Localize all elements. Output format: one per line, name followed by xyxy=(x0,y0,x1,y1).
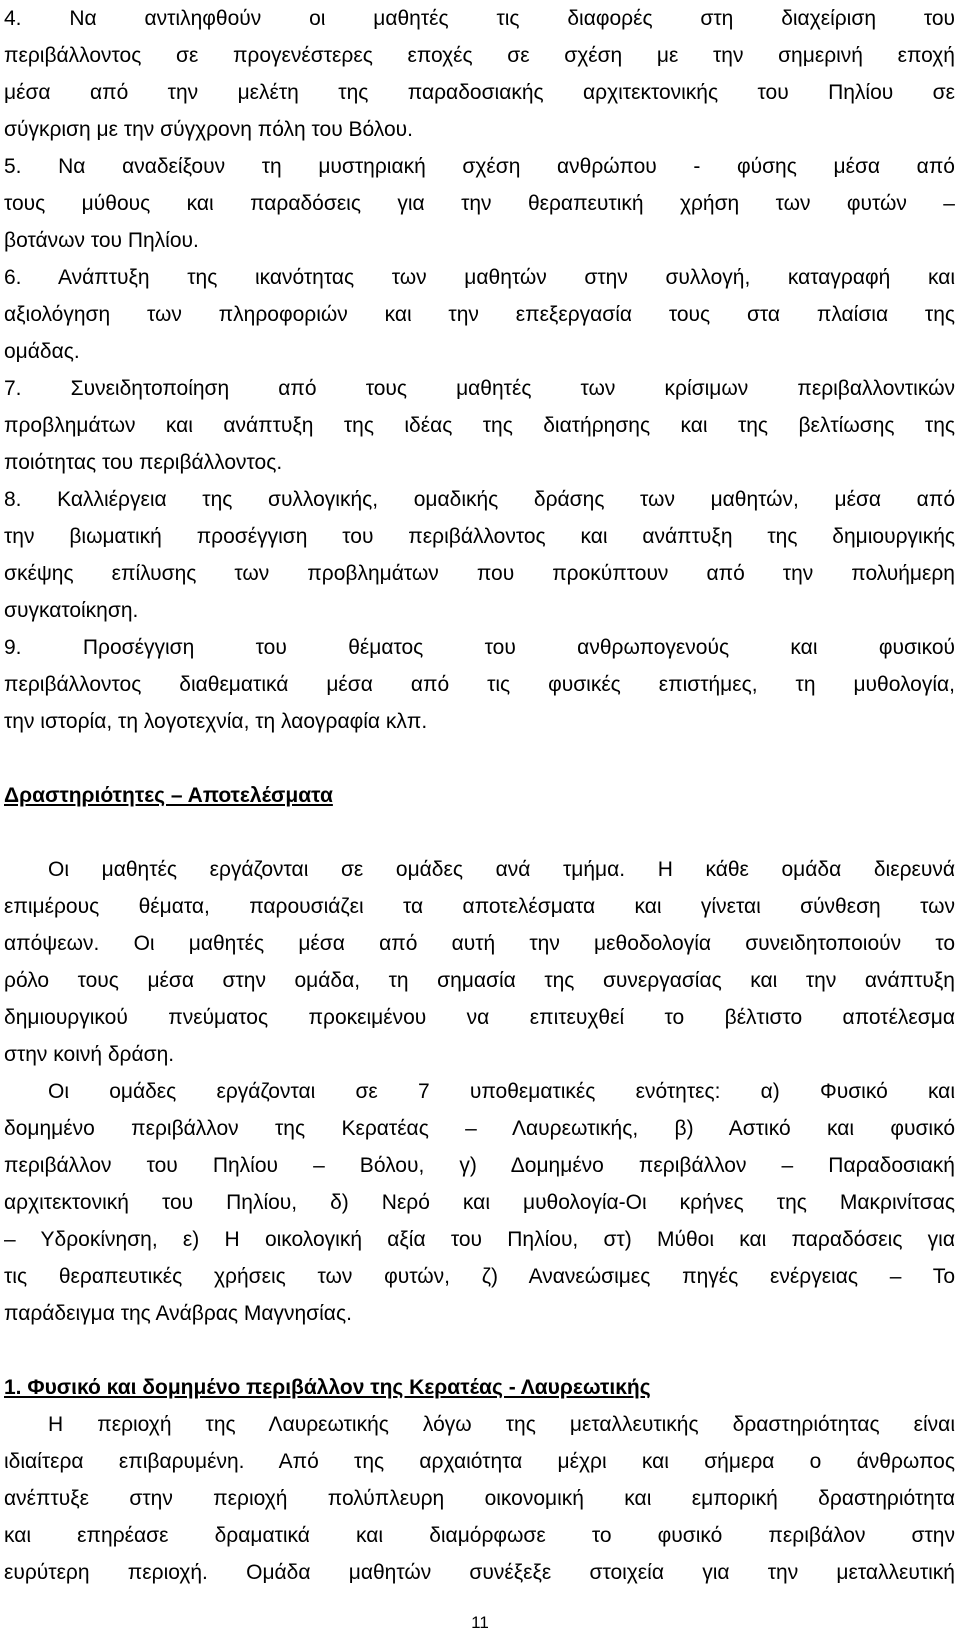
objective-item-6 xyxy=(4,259,955,370)
text-line: αρχιτεκτονική του Πηλίου, δ) Νερό και μυθολογία-Οι κρήνες της Μακρινίτσας xyxy=(4,1191,955,1214)
text-line: προβλημάτων και ανάπτυξη της ιδέας της διατήρησης και της βελτίωσης της xyxy=(4,414,955,437)
spacer xyxy=(4,814,955,851)
text-line: ευρύτερη περιοχή. Ομάδα μαθητών συνέξεξε στοιχεία για την μεταλλευτική xyxy=(4,1561,955,1584)
text-line: και επηρέασε δραματικά και διαμόρφωσε το φυσικό περιβάλον στην xyxy=(4,1524,955,1547)
text-line: 9. Προσέγγιση του θέματος του ανθρωπογενούς και φυσικού xyxy=(4,636,955,659)
text-line: μέσα από την μελέτη της παραδοσιακής αρχιτεκτονικής του Πηλίου σε xyxy=(4,81,955,104)
text-line: παράδειγμα της Ανάβρας Μαγνησίας. xyxy=(4,1302,352,1325)
text-line: απόψεων. Οι μαθητές μέσα από αυτή την μεθοδολογία συνειδητοποιούν το xyxy=(4,932,955,955)
text-line: βοτάνων του Πηλίου. xyxy=(4,229,199,252)
text-line: συγκατοίκηση. xyxy=(4,599,139,622)
text-line: δομημένο περιβάλλον της Κερατέας – Λαυρεωτικής, β) Αστικό και φυσικό xyxy=(4,1117,955,1140)
objective-item-5 xyxy=(4,148,955,259)
spacer xyxy=(4,1332,955,1369)
text-line: 5. Να αναδείξουν τη μυστηριακή σχέση ανθρώπου - φύσης μέσα από xyxy=(4,155,955,178)
text-line: ποιότητας του περιβάλλοντος. xyxy=(4,451,283,474)
section-1-paragraph xyxy=(4,1406,955,1591)
text-line: 4. Να αντιληφθούν οι μαθητές τις διαφορές στη διαχείριση του xyxy=(4,7,955,30)
text-line: Οι μαθητές εργάζονται σε ομάδες ανά τμήμα. Η κάθε ομάδα διερευνά xyxy=(48,858,955,881)
text-line: τις θεραπευτικές χρήσεις των φυτών, ζ) Ανανεώσιμες πηγές ενέργειας – Το xyxy=(4,1265,955,1288)
objective-item-8 xyxy=(4,481,955,629)
text-line: επιμέρους θέματα, παρουσιάζει τα αποτελέσματα και γίνεται σύνθεση των xyxy=(4,895,955,918)
text-line: ιδιαίτερα επιβαρυμένη. Από της αρχαιότητα μέχρι και σήμερα ο άνθρωπος xyxy=(4,1450,955,1473)
document-page xyxy=(4,0,955,1591)
text-line: Η περιοχή της Λαυρεωτικής λόγω της μεταλλευτικής δραστηριότητας είναι xyxy=(48,1413,955,1436)
text-line: τους μύθους και παραδόσεις για την θεραπευτική χρήση των φυτών – xyxy=(4,192,955,215)
text-line: 7. Συνειδητοποίηση από τους μαθητές των κρίσιμων περιβαλλοντικών xyxy=(4,377,955,400)
objective-item-9 xyxy=(4,629,955,740)
page-number: 11 xyxy=(471,1613,489,1632)
activities-paragraph-1 xyxy=(4,851,955,1073)
text-line: 8. Καλλιέργεια της συλλογικής, ομαδικής δράσης των μαθητών, μέσα από xyxy=(4,488,955,511)
objective-item-7 xyxy=(4,370,955,481)
text-line: την βιωματική προσέγγιση του περιβάλλοντος και ανάπτυξη της δημιουργικής xyxy=(4,525,955,548)
text-line: σκέψης επίλυσης των προβλημάτων που προκύπτουν από την πολυήμερη xyxy=(4,562,955,585)
text-line: – Υδροκίνηση, ε) Η οικολογική αξία του Πηλίου, στ) Μύθοι και παραδόσεις για xyxy=(4,1228,955,1251)
text-line: περιβάλλοντος διαθεματικά μέσα από τις φυσικές επιστήμες, τη μυθολογία, xyxy=(4,673,955,696)
text-line: την ιστορία, τη λογοτεχνία, τη λαογραφία κλπ. xyxy=(4,710,428,733)
spacer xyxy=(4,740,955,777)
text-line: ανέπτυξε στην περιοχή πολύπλευρη οικονομική και εμπορική δραστηριότητα xyxy=(4,1487,955,1510)
text-line: ρόλο τους μέσα στην ομάδα, τη σημασία της συνεργασίας και την ανάπτυξη xyxy=(4,969,955,992)
activities-paragraph-2 xyxy=(4,1073,955,1332)
text-line: 6. Ανάπτυξη της ικανότητας των μαθητών στην συλλογή, καταγραφή και xyxy=(4,266,955,289)
text-line: περιβάλλοντος σε προγενέστερες εποχές σε σχέση με την σημερινή εποχή xyxy=(4,44,955,67)
text-line: περιβάλλον του Πηλίου – Βόλου, γ) Δομημένο περιβάλλον – Παραδοσιακή xyxy=(4,1154,955,1177)
section-heading-activities: Δραστηριότητες – Αποτελέσματα xyxy=(4,784,333,807)
section-heading-1: 1. Φυσικό και δομημένο περιβάλλον της Κερατέας - Λαυρεωτικής xyxy=(4,1376,651,1399)
text-line: αξιολόγηση των πληροφοριών και την επεξεργασία τους στα πλαίσια της xyxy=(4,303,955,326)
text-line: δημιουργικού πνεύματος προκειμένου να επιτευχθεί το βέλτιστο αποτέλεσμα xyxy=(4,1006,955,1029)
text-line: Οι ομάδες εργάζονται σε 7 υποθεματικές ενότητες: α) Φυσικό και xyxy=(48,1080,955,1103)
text-line: στην κοινή δράση. xyxy=(4,1043,175,1066)
text-line: ομάδας. xyxy=(4,340,80,363)
text-line: σύγκριση με την σύγχρονη πόλη του Βόλου. xyxy=(4,118,413,141)
objective-item-4 xyxy=(4,0,955,148)
